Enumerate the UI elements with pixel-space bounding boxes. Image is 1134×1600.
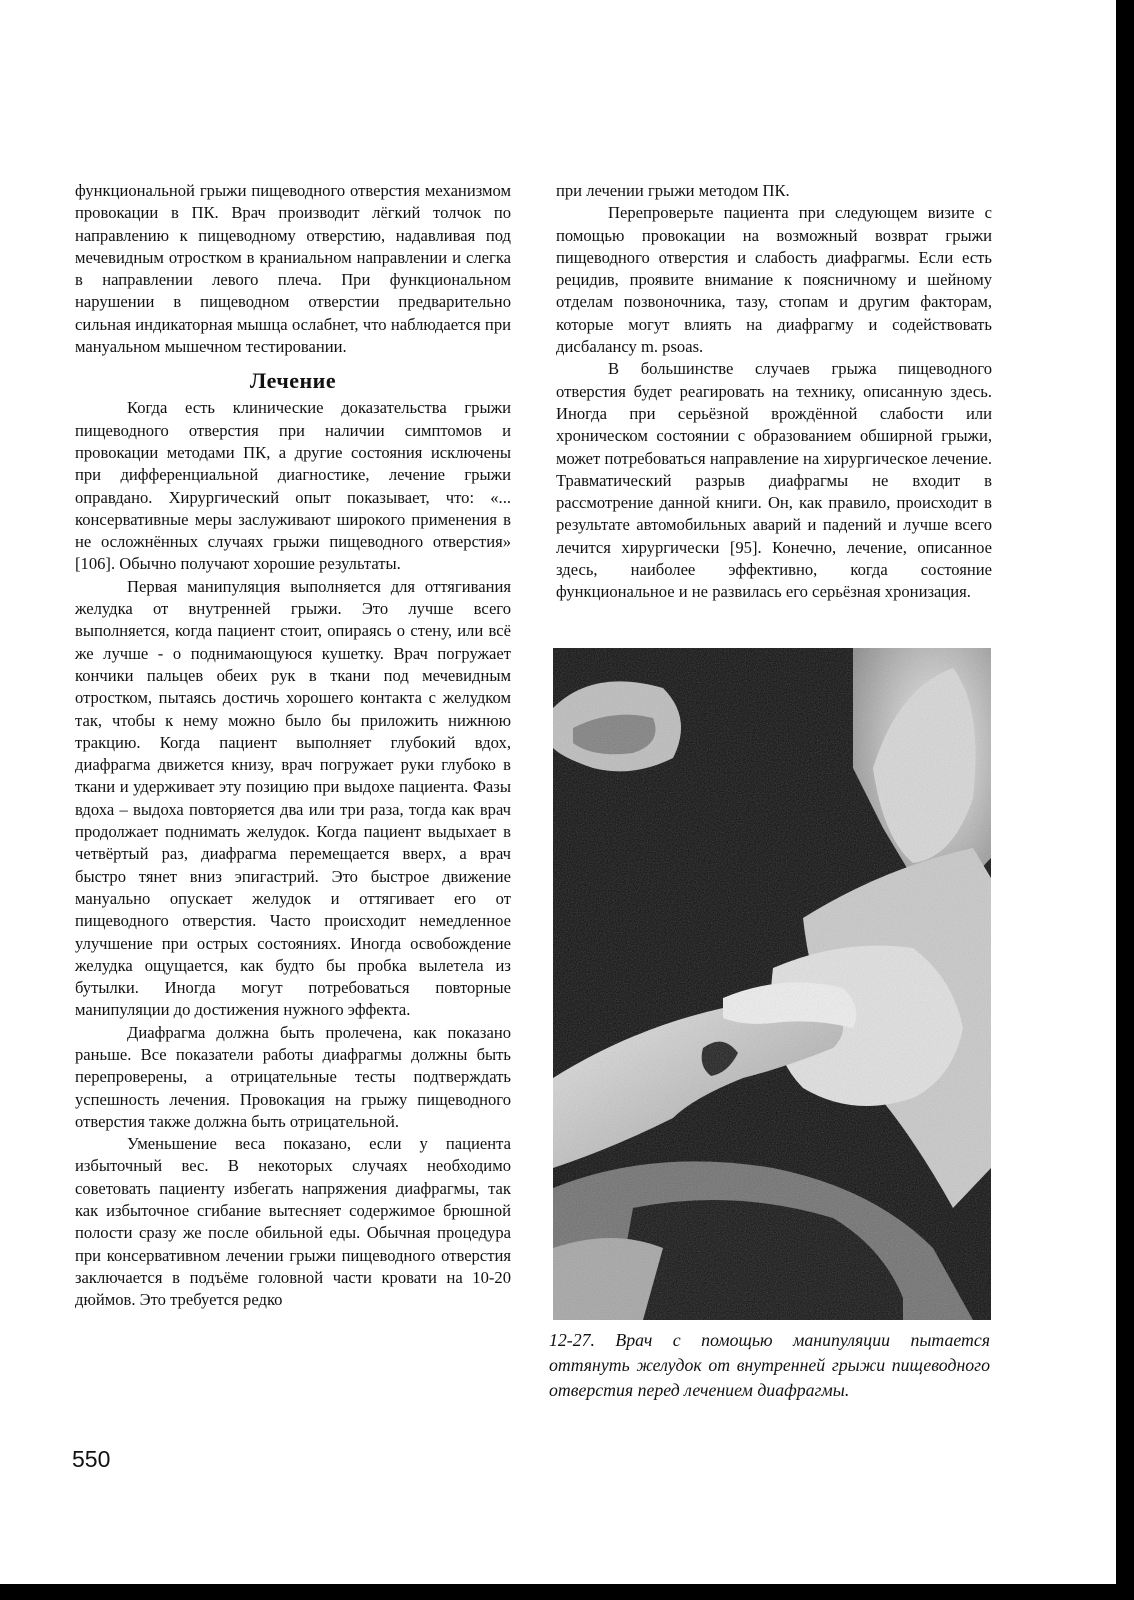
right-paragraph-2: Перепроверьте пациента при следующем визите с помощью провокации на возможный возврат грыжи пищеводного отверстия и слабость диафрагмы. Если есть рецидив, проявите внимание к поясничному и шейному отделам позвоночника, тазу, стопам и другим факторам, которые могут влиять на диафрагму и содействовать дисбалансу m. psoas. xyxy=(556,203,992,357)
scan-edge-bottom xyxy=(0,1584,1134,1600)
figure-photo xyxy=(553,648,991,1320)
scan-edge-right xyxy=(1116,0,1134,1600)
section-heading: Лечение xyxy=(249,368,337,394)
left-paragraph-4: Диафрагма должна быть пролечена, как показано раньше. Все показатели работы диафрагмы должны быть перепроверены, а отрицательные тесты подтверждать успешность лечения. Провокация на грыжу пищеводного отверстия также должна быть отрицательной. xyxy=(75,1022,511,1131)
figure-caption: 12-27. Врач с помощью манипуляции пытается оттянуть желудок от внутренней грыжи пищеводного отверстия перед лечением диафрагмы. xyxy=(549,1330,990,1400)
right-paragraph-3: В большинстве случаев грыжа пищеводного отверстия будет реагировать на технику, описанную здесь. Иногда при серьёзной врождённой слабости или хроническом состоянии с образованием обширной грыжи, может потребоваться направление на хирургическое лечение. Травматический разрыв диафрагмы не входит в рассмотрение данной книги. Он, как правило, происходит в результате автомобильных аварий и падений и лучше всего лечится хирургически [95]. Конечно, лечение, описанное здесь, наиболее эффективно, когда состояние функциональное и не развилась его серьёзная хронизация. xyxy=(556,359,992,602)
left-paragraph-3: Первая манипуляция выполняется для оттягивания желудка от внутренней грыжи. Это лучше всего выполняется, когда пациент стоит, опираясь о стену, или всё же лучше - о поднимающуюся кушетку. Врач погружает кончики пальцев обеих рук в ткани под мечевидным отростком, пытаясь достичь хорошего контакта с желудком так, чтобы к нему можно было бы приложить нижнюю тракцию. Когда пациент выполняет глубокий вдох, диафрагма движется книзу, врач погружает руки глубоко в ткани и удерживает эту позицию при выдохе пациента. Фазы вдоха – выдоха повторяется два или три раза, тогда как врач продолжает поднимать желудок. Когда пациент выдыхает в четвёртый раз, диафрагма перемещается вверх, а врач быстро тянет вниз эпигастрий. Это быстрое движение мануально опускает желудок и оттягивает его от пищеводного отверстия. Часто происходит немедленное улучшение при острых состояниях. Иногда освобождение желудка ощущается, как будто бы пробка вылетела из бутылки. Иногда могут потребоваться повторные манипуляции до достижения нужного эффекта. xyxy=(75,576,511,1020)
right-paragraph-1: при лечении грыжи методом ПК. xyxy=(556,181,790,200)
left-paragraph-2: Когда есть клинические доказательства грыжи пищеводного отверстия при наличии симптомов и провокации методами ПК, а другие состояния исключены при дифференциальной диагностике, лечение грыжи оправдано. Хирургический опыт показывает, что: «... консервативные меры заслуживают широкого применения в не осложнённых случаях грыжи пищеводного отверстия» [106]. Обычно получают хорошие результаты. xyxy=(75,398,511,574)
left-column xyxy=(75,180,511,1312)
left-paragraph-5: Уменьшение веса показано, если у пациента избыточный вес. В некоторых случаях необходимо советовать пациенту избегать напряжения диафрагмы, так как избыточное сгибание вытесняет содержимое брюшной полости сразу же после обильной еды. Обычная процедура при консервативном лечении грыжи пищеводного отверстия заключается в подъёме головной части кровати на 10-20 дюймов. Это требуется редко xyxy=(75,1134,511,1310)
photo-illustration xyxy=(553,648,991,1320)
right-column xyxy=(556,180,992,604)
left-paragraph-1: функциональной грыжи пищеводного отверстия механизмом провокации в ПК. Врач производит лёгкий толчок по направлению к пищеводному отверстию, надавливая под мечевидным отростком в краниальном направлении и слегка в направлении левого плеча. При функциональном нарушении в пищеводном отверстии предварительно сильная индикаторная мышца ослабнет, что наблюдается при мануальном мышечном тестировании. xyxy=(75,181,511,357)
page-number: 550 xyxy=(72,1446,111,1472)
